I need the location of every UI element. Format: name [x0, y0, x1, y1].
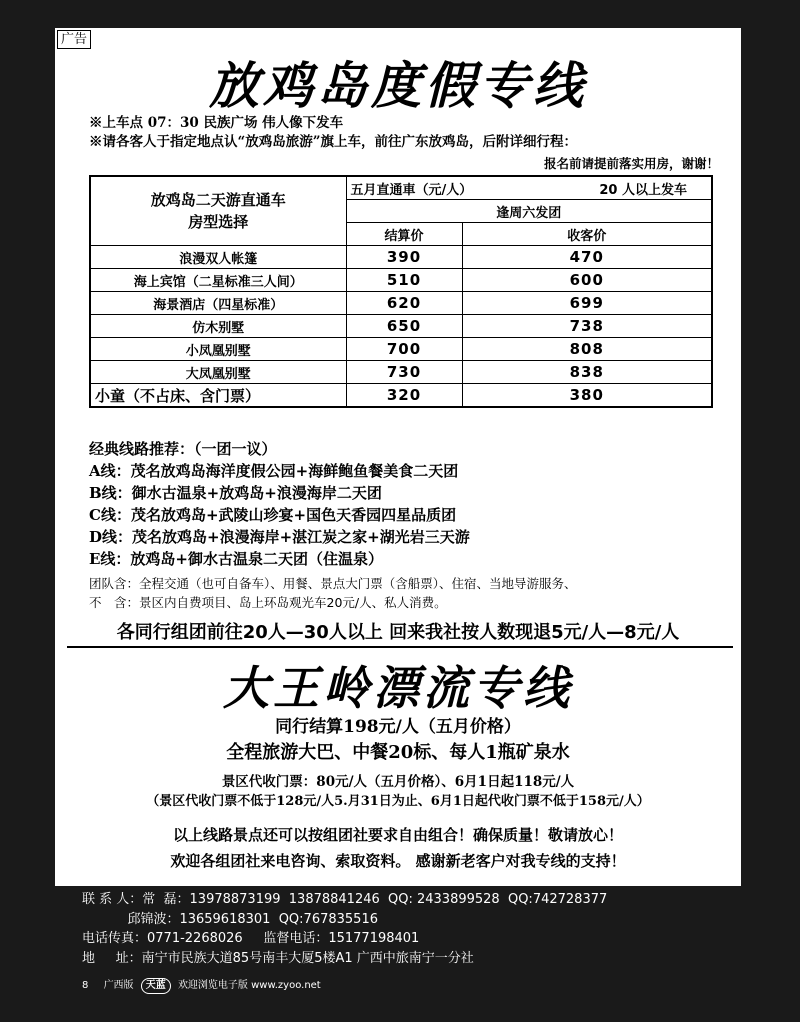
includes-line: 团队含：全程交通（也可自备车）、用餐、景点大门票（含船票）、住宿、当地导游服务、	[89, 576, 577, 591]
ad-sheet	[55, 28, 741, 886]
ad-tag: 广告	[57, 30, 91, 49]
table-row	[90, 338, 712, 361]
settle-price: 650	[346, 315, 462, 338]
product-label: 放鸡岛二天游直通车	[150, 191, 286, 209]
room-name: 小凤凰别墅	[90, 338, 346, 361]
table-row	[90, 269, 712, 292]
routes-list	[89, 438, 470, 570]
contact-block	[82, 890, 607, 968]
note-line: ※上车点 07：30 民族广场 伟人像下发车	[89, 115, 344, 131]
route-item: A线：茂名放鸡岛海洋度假公园+海鲜鲍鱼餐美食二天团	[89, 462, 459, 480]
register-note: 报名前请提前落实用房，谢谢！	[543, 156, 719, 171]
child-retail-price: 380	[462, 384, 712, 408]
raft-ticket-note: （景区代收门票不低于128元/人5.月31日为止、6月1日起代收门票不低于158元/人）	[146, 794, 650, 809]
col-retail-header: 收客价	[462, 223, 712, 246]
route-item: B线：御水古温泉+放鸡岛+浪漫海岸二天团	[89, 484, 382, 502]
settle-price: 730	[346, 361, 462, 384]
excludes-line: 不 含：景区内自费项目、岛上环岛观光车20元/人、私人消费。	[89, 595, 447, 610]
raft-welcome: 欢迎各组团社来电咨询、索取资料。 感谢新老客户对我专线的支持！	[170, 852, 626, 870]
schedule-label: 逢周六发团	[346, 200, 712, 223]
contact-line: 联 系 人：常 磊：13978873199 13878841246 QQ: 2433899528 QQ:742728377	[82, 892, 608, 907]
child-label: 小童（不占床、含门票）	[90, 384, 346, 408]
room-name: 大凤凰别墅	[90, 361, 346, 384]
retail-price: 699	[462, 292, 712, 315]
site-url[interactable]: 欢迎浏览电子版 www.zyoo.net	[177, 980, 321, 991]
room-name: 海景酒店（四星标准）	[90, 292, 346, 315]
routes-heading: 经典线路推荐：（一团一议）	[89, 440, 277, 458]
room-name: 仿木别墅	[90, 315, 346, 338]
room-name: 浪漫双人帐篷	[90, 246, 346, 269]
title-fangji-island: 放鸡岛度假专线	[209, 57, 587, 115]
room-type-label: 房型选择	[188, 213, 249, 231]
route-item: D线：茂名放鸡岛+浪漫海岸+湛江炭之家+湖光岩三天游	[89, 528, 470, 546]
brand-logo: 天蓝	[141, 978, 171, 994]
retail-price: 838	[462, 361, 712, 384]
settle-price: 620	[346, 292, 462, 315]
raft-ticket: 景区代收门票：80元/人（五月价格）、6月1日起118元/人	[221, 774, 575, 790]
retail-price: 600	[462, 269, 712, 292]
pickup-notes	[89, 114, 577, 152]
contact-line: 电话传真：0771-2268026 监督电话：15177198401	[82, 931, 420, 946]
inclusions	[89, 574, 577, 612]
contact-line: 邱锦波：13659618301 QQ:767835516	[82, 911, 378, 927]
group-min-label: 20 人以上发车	[599, 182, 687, 198]
table-product-cell	[90, 176, 346, 246]
page-footer	[82, 978, 321, 994]
contact-line: 地 址：南宁市民族大道85号南丰大厦5楼A1 广西中旅南宁一分社	[82, 950, 474, 966]
retail-price: 738	[462, 315, 712, 338]
may-bus-label: 五月直通車（元/人）	[350, 182, 473, 198]
table-row	[90, 315, 712, 338]
retail-price: 470	[462, 246, 712, 269]
table-row	[90, 361, 712, 384]
raft-includes: 全程旅游大巴、中餐20标、每人1瓶矿泉水	[226, 742, 570, 763]
settle-price: 510	[346, 269, 462, 292]
child-row	[90, 384, 712, 408]
retail-price: 808	[462, 338, 712, 361]
table-subheader	[346, 176, 712, 200]
route-item: C线：茂名放鸡岛+武陵山珍宴+国色天香园四星品质团	[89, 506, 457, 524]
note-line: ※请各客人于指定地点认“放鸡岛旅游”旗上车，前往广东放鸡岛，后附详细行程：	[89, 134, 578, 150]
settle-price: 700	[346, 338, 462, 361]
section-divider	[67, 646, 733, 648]
table-row	[90, 246, 712, 269]
table-row	[90, 292, 712, 315]
room-name: 海上宾馆（二星标准三人间）	[90, 269, 346, 292]
group-promo: 各同行组团前往20人—30人以上 回来我社按人数现退5元/人—8元/人	[116, 622, 680, 643]
edition-label: 广西版	[103, 980, 134, 991]
price-table	[89, 175, 713, 408]
settle-price: 390	[346, 246, 462, 269]
route-item: E线：放鸡岛+御水古温泉二天团（住温泉）	[89, 550, 384, 568]
col-settle-header: 结算价	[346, 223, 462, 246]
raft-price: 同行结算198元/人（五月价格）	[275, 717, 521, 737]
raft-combo-note: 以上线路景点还可以按组团社要求自由组合！确保质量！敬请放心！	[172, 826, 623, 844]
page-number: 8	[82, 980, 89, 991]
title-dawangling-rafting: 大王岭漂流专线	[223, 661, 573, 715]
child-settle-price: 320	[346, 384, 462, 408]
rafting-details	[55, 714, 741, 874]
